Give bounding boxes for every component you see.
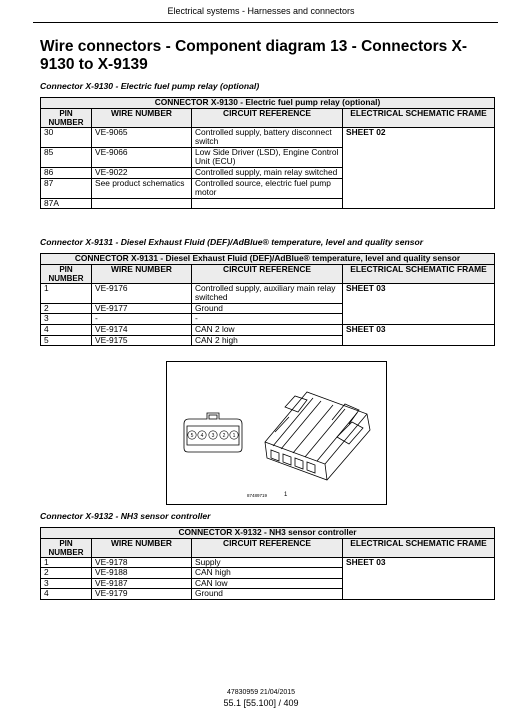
footer-doc-id: 47830959 21/04/2015 [226,689,296,696]
pin-cell: 1 [41,283,92,303]
wire-cell: VE-9065 [92,127,192,147]
section-caption-x9130: Connector X-9130 - Electric fuel pump relay (optional) [40,81,260,91]
circuit-cell: Controlled supply, main relay switched [192,167,343,178]
running-header: Electrical systems - Harnesses and connectors [167,6,355,16]
col-header-circuit: CIRCUIT REFERENCE [192,108,343,127]
circuit-cell: Controlled source, electric fuel pump motor [192,178,343,198]
wire-cell: VE-9066 [92,147,192,167]
col-header-pin: PIN NUMBER [41,264,92,283]
pin-cell: 2 [41,303,92,314]
col-header-frame: ELECTRICAL SCHEMATIC FRAME [343,108,495,127]
col-header-pin: PIN NUMBER [41,538,92,557]
frame-cell [343,589,495,600]
circuit-cell: Supply [192,557,343,568]
circuit-cell: CAN high [192,568,343,579]
frame-cell [343,314,495,325]
table-row [41,303,495,314]
pin-cell: 3 [41,314,92,325]
pin-cell: 1 [41,557,92,568]
circuit-cell: CAN 2 high [192,335,343,346]
frame-cell [343,147,495,167]
frame-cell [343,578,495,589]
wire-cell: VE-9177 [92,303,192,314]
circuit-cell: Controlled supply, battery disconnect switch [192,127,343,147]
pin-cell: 3 [41,578,92,589]
col-header-wire: WIRE NUMBER [92,108,192,127]
table-row [41,314,495,325]
col-header-circuit: CIRCUIT REFERENCE [192,538,343,557]
connector-table-x9130 [40,97,495,209]
col-header-frame: ELECTRICAL SCHEMATIC FRAME [343,538,495,557]
wire-cell: - [92,314,192,325]
table-row [41,127,495,147]
frame-cell [343,198,495,209]
wire-cell: VE-9187 [92,578,192,589]
pin-label: 4 [200,433,204,439]
pin-cell: 2 [41,568,92,579]
table-row [41,178,495,198]
pin-cell: 4 [41,324,92,335]
connector-table-x9132 [40,527,495,600]
wire-cell: VE-9178 [92,557,192,568]
wire-cell: VE-9179 [92,589,192,600]
frame-cell [343,568,495,579]
frame-cell [343,303,495,314]
circuit-cell: Controlled supply, auxiliary main relay switched [192,283,343,303]
wire-cell: VE-9176 [92,283,192,303]
pin-cell: 5 [41,335,92,346]
section-caption-x9131: Connector X-9131 - Diesel Exhaust Fluid (DEF)/AdBlue® temperature, level and quality sensor [40,237,424,247]
table-row [41,589,495,600]
pin-cell: 87A [41,198,92,209]
pin-label: 5 [190,433,194,439]
circuit-cell [192,198,343,209]
pin-label: 3 [211,433,215,439]
circuit-cell: CAN 2 low [192,324,343,335]
pin-cell: 30 [41,127,92,147]
connector-table-x9131 [40,253,495,346]
pin-label: 1 [232,433,236,439]
table-row [41,568,495,579]
frame-cell [343,178,495,198]
table-row [41,324,495,335]
wire-cell: VE-9174 [92,324,192,335]
col-header-frame: ELECTRICAL SCHEMATIC FRAME [343,264,495,283]
table-title: CONNECTOR X-9130 - Electric fuel pump relay (optional) [41,98,495,109]
wire-cell: See product schematics [92,178,192,198]
frame-cell [343,167,495,178]
pin-label: 2 [222,433,226,439]
col-header-pin: PIN NUMBER [41,108,92,127]
col-header-circuit: CIRCUIT REFERENCE [192,264,343,283]
frame-cell: SHEET 02 [343,127,495,147]
pin-cell: 87 [41,178,92,198]
circuit-cell: - [192,314,343,325]
table-title: CONNECTOR X-9132 - NH3 sensor controller [41,528,495,539]
table-row [41,198,495,209]
table-row [41,167,495,178]
table-row [41,578,495,589]
table-row [41,557,495,568]
col-header-wire: WIRE NUMBER [92,264,192,283]
header-rule [33,22,498,23]
circuit-cell: CAN low [192,578,343,589]
table-row [41,283,495,303]
pin-cell: 4 [41,589,92,600]
pin-cell: 85 [41,147,92,167]
connector-drawing [167,362,386,504]
circuit-cell: Ground [192,589,343,600]
table-row [41,335,495,346]
section-caption-x9132: Connector X-9132 - NH3 sensor controller [40,511,211,521]
wire-cell: VE-9188 [92,568,192,579]
table-title: CONNECTOR X-9131 - Diesel Exhaust Fluid (DEF)/AdBlue® temperature, level and quality sensor [41,254,495,265]
figure-caption: 87489719 [247,493,268,498]
connector-illustration [166,361,387,505]
footer-page-number: 55.1 [55.100] / 409 [223,698,299,708]
circuit-cell: Low Side Driver (LSD), Engine Control Unit (ECU) [192,147,343,167]
col-header-wire: WIRE NUMBER [92,538,192,557]
circuit-cell: Ground [192,303,343,314]
frame-cell: SHEET 03 [343,283,495,303]
pin-cell: 86 [41,167,92,178]
frame-cell [343,335,495,346]
frame-cell: SHEET 03 [343,557,495,568]
wire-cell: VE-9022 [92,167,192,178]
wire-cell: VE-9175 [92,335,192,346]
table-row [41,147,495,167]
wire-cell [92,198,192,209]
page-title: Wire connectors - Component diagram 13 - Connectors X-9130 to X-9139 [40,38,468,73]
figure-number: 1 [284,492,288,498]
frame-cell: SHEET 03 [343,324,495,335]
